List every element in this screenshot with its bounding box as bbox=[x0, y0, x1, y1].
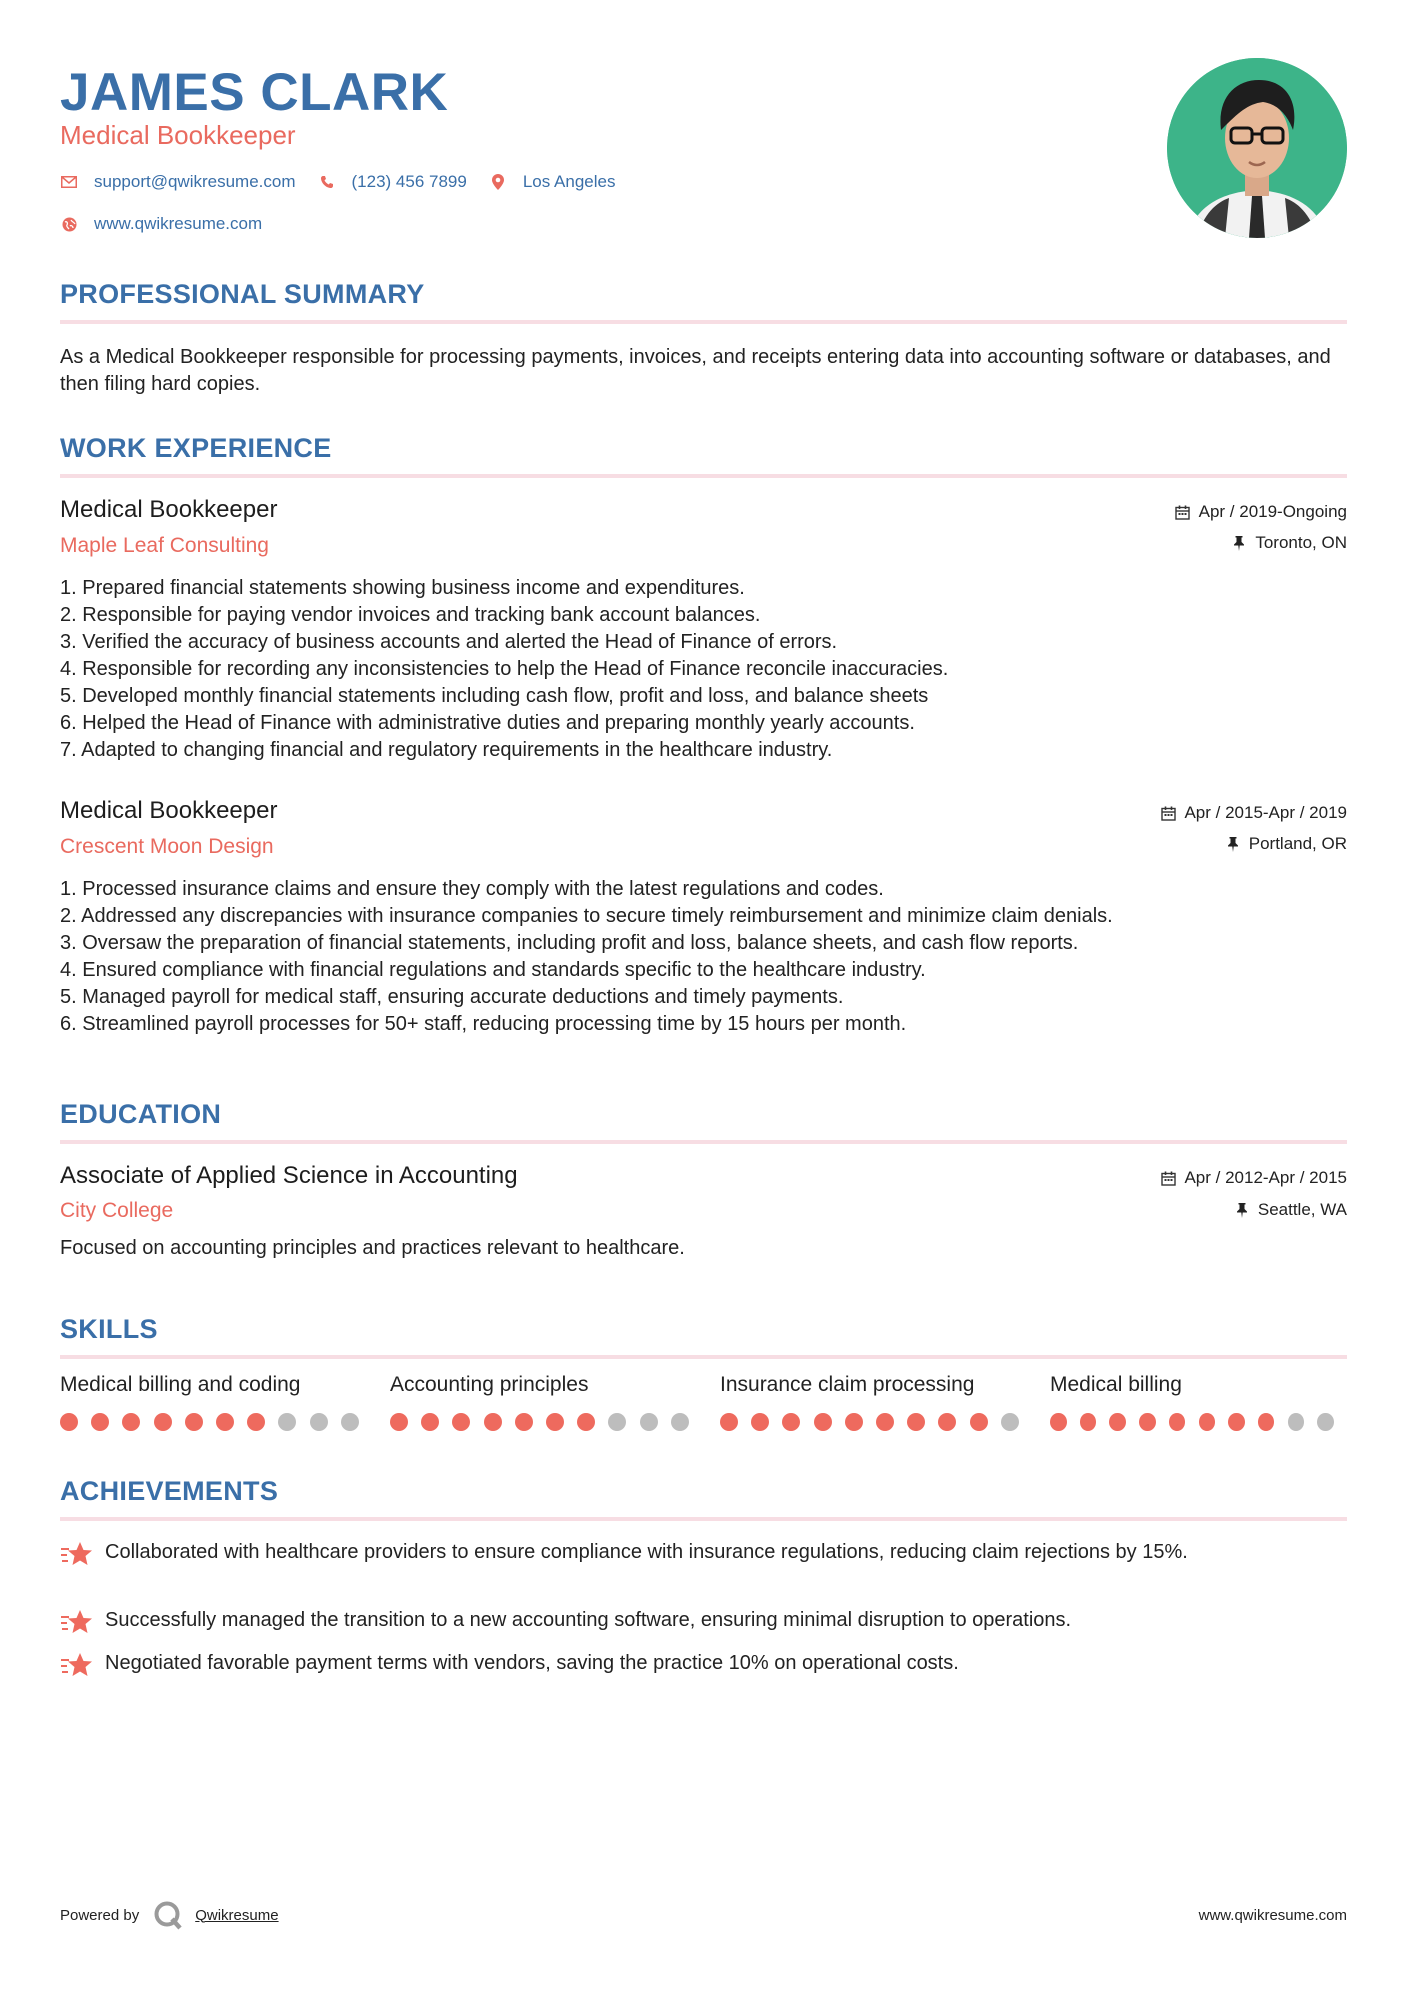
section-divider bbox=[60, 320, 1347, 324]
job-bullet: 1. Processed insurance claims and ensure they comply with the latest regulations and codes. bbox=[60, 878, 884, 900]
star-icon bbox=[60, 1608, 94, 1638]
achievement-item bbox=[60, 1607, 1347, 1638]
calendar-icon bbox=[1160, 805, 1176, 821]
skill-dot-empty bbox=[1317, 1413, 1334, 1431]
section-divider bbox=[60, 1140, 1347, 1144]
job-company: Crescent Moon Design bbox=[60, 835, 274, 858]
skill-dot-filled bbox=[1080, 1413, 1097, 1431]
job-bullet: 5. Developed monthly financial statements including cash flow, profit and loss, and balance sheets bbox=[60, 685, 929, 707]
achievement-text: Collaborated with healthcare providers to ensure compliance with insurance regulations, reducing claim rejections by 15%. bbox=[105, 1541, 1188, 1563]
contact-row-website bbox=[60, 214, 284, 234]
star-icon bbox=[60, 1651, 94, 1681]
education-location bbox=[1234, 1200, 1347, 1220]
education-school: City College bbox=[60, 1199, 174, 1222]
pushpin-icon bbox=[1234, 1202, 1250, 1218]
contact-location bbox=[489, 172, 616, 192]
skill-rating bbox=[720, 1413, 1050, 1431]
skill-rating bbox=[60, 1413, 390, 1431]
globe-icon bbox=[60, 215, 78, 233]
job-bullet: 6. Helped the Head of Finance with administrative duties and preparing monthly yearly accounts. bbox=[60, 712, 915, 734]
calendar-icon bbox=[1175, 504, 1191, 520]
footer-website[interactable]: www.qwikresume.com bbox=[1198, 1907, 1347, 1924]
location-text: Los Angeles bbox=[522, 172, 616, 191]
job-entry-1 bbox=[60, 496, 1347, 766]
qwikresume-link[interactable]: Qwikresume bbox=[195, 1906, 279, 1924]
job-bullet: 1. Prepared financial statements showing business income and expenditures. bbox=[60, 577, 745, 599]
job-bullet: 2. Addressed any discrepancies with insurance companies to secure timely reimbursement and minimize claim denials. bbox=[60, 905, 1113, 927]
job-bullet: 2. Responsible for paying vendor invoices and tracking bank account balances. bbox=[60, 604, 761, 626]
skill-dot-filled bbox=[970, 1413, 988, 1431]
job-date bbox=[1160, 803, 1347, 823]
website-text[interactable]: www.qwikresume.com bbox=[94, 214, 263, 233]
skill-dot-filled bbox=[546, 1413, 564, 1431]
section-divider bbox=[60, 1517, 1347, 1521]
job-date bbox=[1175, 502, 1347, 522]
section-title-education: EDUCATION bbox=[60, 1099, 222, 1129]
candidate-role: Medical Bookkeeper bbox=[60, 120, 296, 150]
skill-dot-empty bbox=[341, 1413, 359, 1431]
job-bullet: 3. Verified the accuracy of business accounts and alerted the Head of Finance of errors. bbox=[60, 631, 838, 653]
email-text[interactable]: support@qwikresume.com bbox=[94, 172, 296, 191]
skill-dot-filled bbox=[1199, 1413, 1216, 1431]
skill-label: Medical billing and coding bbox=[60, 1373, 301, 1396]
achievement-item bbox=[60, 1650, 1347, 1681]
section-title-experience: WORK EXPERIENCE bbox=[60, 433, 332, 463]
qwikresume-logo-icon bbox=[153, 1900, 183, 1930]
section-title-skills: SKILLS bbox=[60, 1314, 158, 1344]
job-company: Maple Leaf Consulting bbox=[60, 534, 269, 557]
skill-label: Accounting principles bbox=[390, 1373, 589, 1396]
skill-dot-filled bbox=[247, 1413, 265, 1431]
skill-dot-filled bbox=[1169, 1413, 1186, 1431]
skill-dot-filled bbox=[390, 1413, 408, 1431]
profile-photo bbox=[1167, 58, 1347, 238]
candidate-name: JAMES CLARK bbox=[60, 63, 449, 122]
skill-item bbox=[1050, 1373, 1347, 1431]
education-date bbox=[1160, 1168, 1347, 1188]
skill-dot-filled bbox=[515, 1413, 533, 1431]
job-bullet: 7. Adapted to changing financial and regulatory requirements in the healthcare industry. bbox=[60, 739, 833, 761]
job-location bbox=[1225, 834, 1347, 854]
job-date-text: Apr / 2019-Ongoing bbox=[1198, 502, 1347, 521]
skill-dot-filled bbox=[1109, 1413, 1126, 1431]
job-bullet: 4. Ensured compliance with financial regulations and standards specific to the healthcare industry. bbox=[60, 959, 926, 981]
job-bullet: 5. Managed payroll for medical staff, ensuring accurate deductions and timely payments. bbox=[60, 986, 844, 1008]
education-degree: Associate of Applied Science in Accounting bbox=[60, 1162, 518, 1189]
skill-dot-empty bbox=[608, 1413, 626, 1431]
skill-dot-filled bbox=[720, 1413, 738, 1431]
skill-item bbox=[60, 1373, 390, 1431]
job-date-text: Apr / 2015-Apr / 2019 bbox=[1184, 803, 1347, 822]
skill-dot-filled bbox=[185, 1413, 203, 1431]
skill-dot-filled bbox=[154, 1413, 172, 1431]
summary-text: As a Medical Bookkeeper responsible for processing payments, invoices, and receipts entering data into accounting software or databases, and then filing hard copies. bbox=[60, 346, 1331, 395]
section-divider bbox=[60, 474, 1347, 478]
skills-list bbox=[60, 1373, 1347, 1431]
envelope-icon bbox=[60, 173, 78, 191]
skill-dot-filled bbox=[876, 1413, 894, 1431]
achievement-text: Successfully managed the transition to a new accounting software, ensuring minimal disruption to operations. bbox=[105, 1609, 1072, 1631]
skill-dot-empty bbox=[1001, 1413, 1019, 1431]
footer-powered-by bbox=[60, 1900, 279, 1930]
achievement-item bbox=[60, 1539, 1347, 1570]
pushpin-icon bbox=[1231, 535, 1247, 551]
skill-dot-filled bbox=[60, 1413, 78, 1431]
section-title-achievements: ACHIEVEMENTS bbox=[60, 1476, 279, 1506]
job-bullet: 3. Oversaw the preparation of financial statements, including profit and loss, balance sheets, and cash flow reports. bbox=[60, 932, 1079, 954]
job-bullets bbox=[60, 575, 1347, 764]
education-location-text: Seattle, WA bbox=[1257, 1200, 1347, 1219]
skill-dot-filled bbox=[484, 1413, 502, 1431]
skill-dot-filled bbox=[452, 1413, 470, 1431]
skill-dot-filled bbox=[814, 1413, 832, 1431]
job-location bbox=[1231, 533, 1347, 553]
skill-rating bbox=[1050, 1413, 1347, 1431]
skill-label: Medical billing bbox=[1050, 1373, 1182, 1396]
section-divider bbox=[60, 1355, 1347, 1359]
skill-dot-filled bbox=[1258, 1413, 1275, 1431]
job-location-text: Portland, OR bbox=[1248, 834, 1347, 853]
skill-dot-filled bbox=[421, 1413, 439, 1431]
skill-dot-filled bbox=[577, 1413, 595, 1431]
job-bullet: 4. Responsible for recording any inconsistencies to help the Head of Finance reconcile inaccuracies. bbox=[60, 658, 949, 680]
skill-dot-filled bbox=[1228, 1413, 1245, 1431]
skill-dot-filled bbox=[216, 1413, 234, 1431]
calendar-icon bbox=[1160, 1170, 1176, 1186]
skill-dot-empty bbox=[671, 1413, 689, 1431]
skill-dot-filled bbox=[938, 1413, 956, 1431]
skill-dot-filled bbox=[782, 1413, 800, 1431]
skill-rating bbox=[390, 1413, 720, 1431]
skill-dot-filled bbox=[1050, 1413, 1067, 1431]
resume-header bbox=[60, 0, 1347, 255]
contact-row bbox=[60, 172, 637, 192]
job-entry-2 bbox=[60, 797, 1347, 1047]
education-description: Focused on accounting principles and practices relevant to healthcare. bbox=[60, 1237, 685, 1259]
profile-photo-illustration bbox=[1167, 58, 1347, 238]
skill-dot-filled bbox=[91, 1413, 109, 1431]
skill-label: Insurance claim processing bbox=[720, 1373, 975, 1396]
contact-phone[interactable] bbox=[318, 172, 467, 192]
pushpin-icon bbox=[1225, 836, 1241, 852]
skill-dot-empty bbox=[1288, 1413, 1305, 1431]
contact-website[interactable] bbox=[60, 214, 262, 234]
skill-dot-empty bbox=[640, 1413, 658, 1431]
phone-icon bbox=[318, 173, 336, 191]
skill-item bbox=[720, 1373, 1050, 1431]
contact-email[interactable] bbox=[60, 172, 296, 192]
powered-by-label: Powered by bbox=[60, 1906, 140, 1924]
job-title: Medical Bookkeeper bbox=[60, 496, 278, 523]
job-location-text: Toronto, ON bbox=[1255, 533, 1347, 552]
job-title: Medical Bookkeeper bbox=[60, 797, 278, 824]
skill-dot-filled bbox=[907, 1413, 925, 1431]
achievement-text: Negotiated favorable payment terms with vendors, saving the practice 10% on operational costs. bbox=[105, 1652, 959, 1674]
skill-dot-filled bbox=[845, 1413, 863, 1431]
skill-dot-empty bbox=[310, 1413, 328, 1431]
skill-item bbox=[390, 1373, 720, 1431]
education-date-text: Apr / 2012-Apr / 2015 bbox=[1184, 1168, 1347, 1187]
education-entry bbox=[60, 1162, 1347, 1272]
skill-dot-filled bbox=[751, 1413, 769, 1431]
job-bullet: 6. Streamlined payroll processes for 50+ staff, reducing processing time by 15 hours per month. bbox=[60, 1013, 907, 1035]
star-icon bbox=[60, 1540, 94, 1570]
phone-text[interactable]: (123) 456 7899 bbox=[351, 172, 467, 191]
skill-dot-empty bbox=[278, 1413, 296, 1431]
skill-dot-filled bbox=[1139, 1413, 1156, 1431]
section-title-summary: PROFESSIONAL SUMMARY bbox=[60, 279, 425, 309]
skill-dot-filled bbox=[122, 1413, 140, 1431]
map-pin-icon bbox=[489, 173, 507, 191]
job-bullets bbox=[60, 876, 1347, 1038]
